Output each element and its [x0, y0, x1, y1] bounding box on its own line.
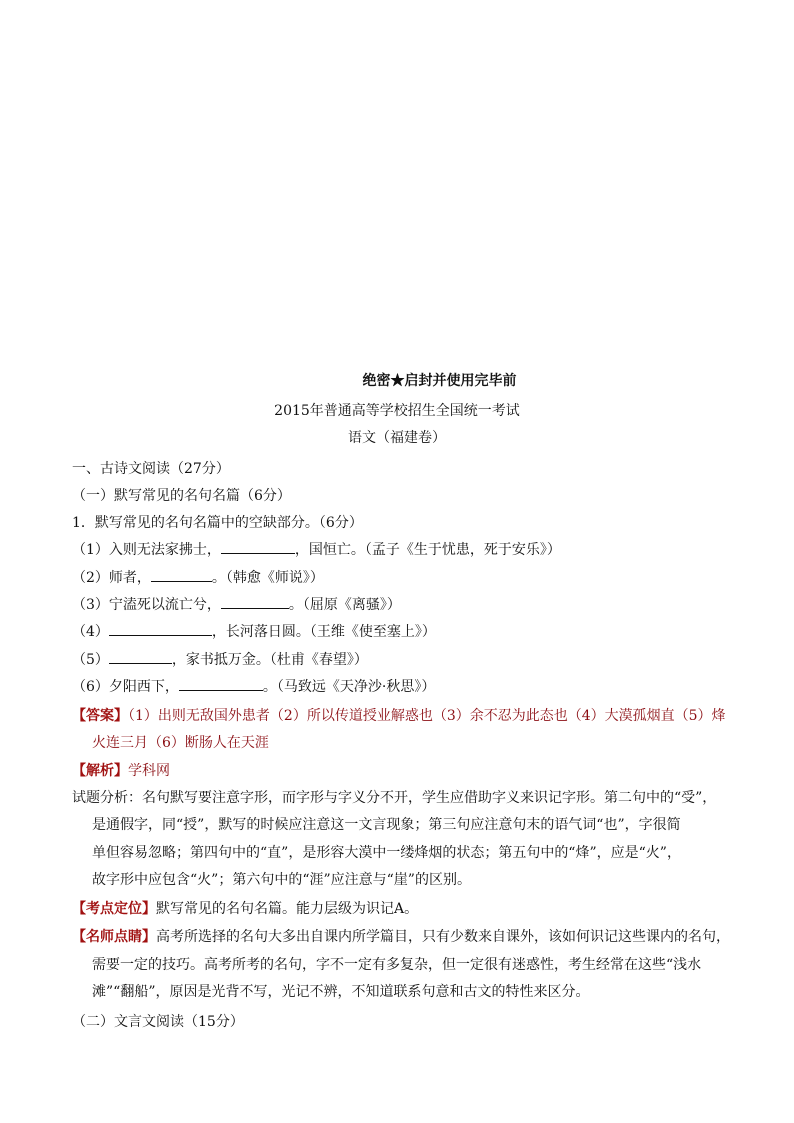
fill-item-pre: （2）师者， — [72, 570, 151, 586]
mingshi-text: 高考所选择的名句大多出自课内所学篇目，只有少数来自课外，该如何识记这些课内的名句， — [156, 929, 730, 945]
answer-blank — [221, 595, 289, 609]
mingshi-block — [72, 927, 730, 947]
analysis-text: 是通假字，同“授”，默写的时候应注意这一文言现象；第三句应注意句末的语气词“也”，字很简 — [92, 817, 681, 833]
kaodian-tag: 【考点定位】 — [72, 901, 156, 917]
fill-item-post: ，家书抵万金。（杜甫《春望》） — [171, 652, 368, 668]
fill-item-post: ，国恒亡。（孟子《生于忧患，死于安乐》） — [294, 542, 561, 558]
fill-item-6 — [72, 677, 435, 697]
fill-item-post: 。（屈原《离骚》） — [288, 597, 401, 613]
fill-item-post: 。（韩愈《师说》） — [211, 570, 324, 586]
analysis-header — [72, 761, 170, 781]
section-title: 一、古诗文阅读（27分） — [72, 461, 230, 477]
fill-item-5 — [72, 650, 368, 670]
fill-item-1 — [72, 540, 561, 560]
analysis-source: 学科网 — [128, 763, 170, 779]
answer-blank — [151, 568, 212, 582]
analysis-text: 故字形中应包含“火”；第六句中的“涯”应注意与“崖”的区别。 — [92, 872, 471, 888]
answer-block — [72, 706, 726, 726]
answer-blank — [221, 540, 295, 554]
confidential-label: 绝密★启封并使用完毕前 — [362, 373, 517, 389]
mingshi-text: 滩”“翻船”，原因是光背不写，光记不辨，不知道联系句意和古文的特性来区分。 — [92, 984, 590, 1000]
fill-item-pre: （3）宁溘死以流亡兮， — [72, 597, 221, 613]
fill-item-pre: （4） — [72, 624, 109, 640]
fill-item-4 — [72, 622, 436, 642]
fill-item-pre: （6）夕阳西下， — [72, 679, 179, 695]
subsection-title: （二）文言文阅读（15分） — [72, 1014, 244, 1030]
fill-item-2 — [72, 568, 324, 588]
exam-subject: 语文（福建卷） — [348, 430, 446, 446]
kaodian-text: 默写常见的名句名篇。能力层级为识记A。 — [156, 901, 419, 917]
analysis-text: 单但容易忽略；第四句中的“直”，是形容大漠中一缕烽烟的状态；第五句中的“烽”，应是“火”， — [92, 845, 681, 861]
answer-text: （1）出则无敌国外患者（2）所以传道授业解惑也（3）余不忍为此态也（4）大漠孤烟直（5）烽 — [128, 708, 726, 724]
mingshi-text: 需要一定的技巧。高考所考的名句，字不一定有多复杂，但一定很有迷惑性，考生经常在这些“浅水 — [92, 957, 702, 973]
fill-item-pre: （5） — [72, 652, 109, 668]
answer-blank — [179, 677, 263, 691]
mingshi-tag: 【名师点睛】 — [72, 929, 156, 945]
answer-blank — [109, 622, 212, 636]
fill-item-pre: （1）入则无法家拂士， — [72, 542, 221, 558]
analysis-tag: 【解析】 — [72, 763, 128, 779]
answer-tag: 【答案】 — [72, 708, 128, 724]
fill-item-3 — [72, 595, 401, 615]
subsection-title: （一）默写常见的名句名篇（6分） — [72, 488, 291, 504]
analysis-text: 试题分析：名句默写要注意字形，而字形与字义分不开，学生应借助字义来识记字形。第二句中的“受”， — [72, 790, 717, 806]
answer-blank — [109, 650, 172, 664]
fill-item-post: ，长河落日圆。（王维《使至塞上》） — [211, 624, 436, 640]
answer-text-cont: 火连三月（6）断肠人在天涯 — [92, 735, 269, 751]
fill-item-post: 。（马致远《天净沙·秋思》） — [262, 679, 436, 695]
question-1: 1．默写常见的名句名篇中的空缺部分。（6分） — [72, 515, 363, 531]
exam-title: 2015年普通高等学校招生全国统一考试 — [274, 403, 520, 419]
kaodian-block — [72, 899, 418, 919]
